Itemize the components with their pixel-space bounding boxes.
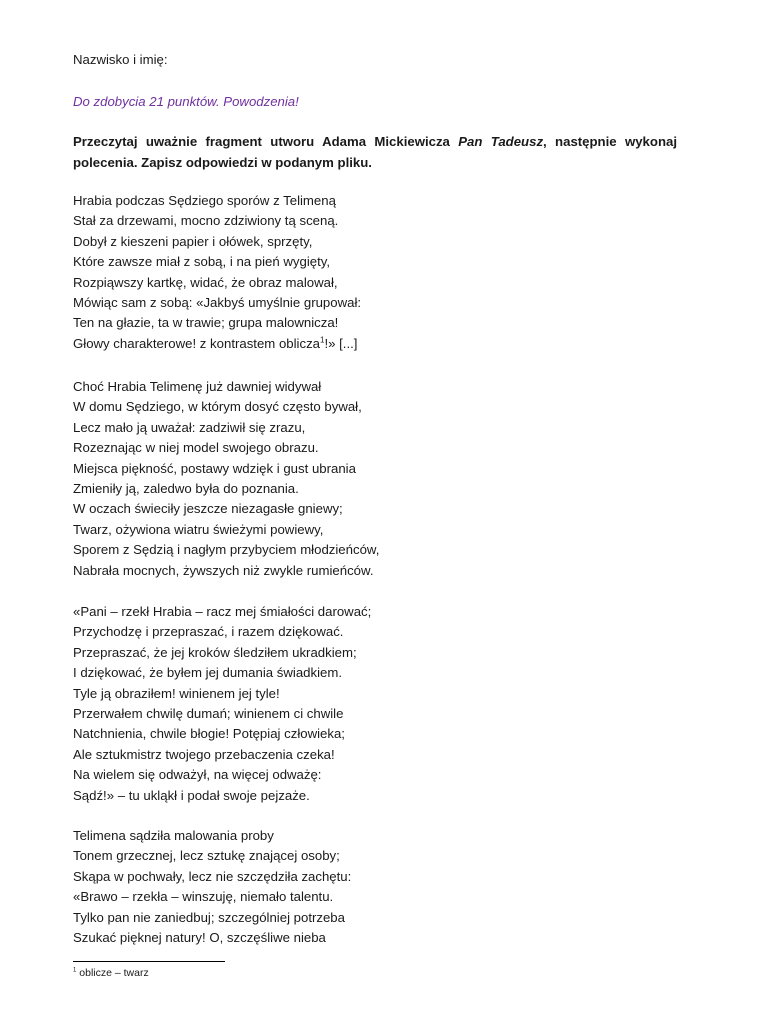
poem-line: Twarz, ożywiona wiatru świeżymi powiewy,: [73, 521, 324, 537]
poem-line: Szukać pięknej natury! O, szczęśliwe nieba: [73, 930, 326, 946]
poem-line: Natchnienia, chwile błogie! Potępiaj człowieka;: [73, 726, 345, 742]
poem-line: Które zawsze miał z sobą, i na pień wygięty,: [73, 254, 331, 270]
footnote-marker: 1: [320, 335, 325, 345]
poem-line: Rozeznając w niej model swojego obrazu.: [73, 440, 319, 456]
poem-stanza-1: [73, 191, 361, 354]
poem-line: Dobył z kieszeni papier i ołówek, sprzęty,: [73, 233, 313, 249]
poem-line-text: Głowy charakterowe! z kontrastem oblicza: [73, 335, 320, 351]
poem-line: W domu Sędziego, w którym dosyć często bywał,: [73, 399, 362, 415]
poem-line-with-footnote: [73, 334, 361, 354]
poem-line: Przerwałem chwilę dumań; winienem ci chwile: [73, 706, 344, 722]
poem-line: Telimena sądziła malowania proby: [73, 828, 274, 843]
poem-line: Mówiąc sam z sobą: «Jakbyś umyślnie grupował:: [73, 295, 362, 311]
poem-stanza-4: [73, 826, 351, 948]
poem-line: Tonem grzecznej, lecz sztukę znającej osoby;: [73, 848, 340, 864]
poem-line: Przychodzę i przepraszać, i razem dziękować.: [73, 624, 344, 640]
instruction-text-start: Przeczytaj uważnie fragment utworu Adama Mickiewicza: [73, 134, 459, 149]
footnote: [73, 966, 149, 980]
footnote-number: 1: [73, 967, 77, 974]
poem-line: Na wielem się odważył, na więcej odważę:: [73, 767, 322, 783]
poem-stanza-2: [73, 377, 379, 581]
poem-line: Sporem z Sędzią i nagłym przybyciem młodzieńców,: [73, 542, 380, 558]
poem-line: Choć Hrabia Telimenę już dawniej widywał: [73, 379, 322, 394]
instruction-paragraph: [73, 132, 677, 173]
footnote-separator: [73, 961, 225, 962]
poem-line: Lecz mało ją uważał: zadziwił się zrazu,: [73, 419, 306, 435]
footnote-text: oblicze – twarz: [76, 967, 149, 979]
instruction-text-end: , następnie wykonaj polecenia. Zapisz odpowiedzi w podanym pliku.: [73, 134, 677, 170]
poem-line: Ten na głazie, ta w trawie; grupa malownicza!: [73, 315, 339, 331]
poem-stanza-3: [73, 602, 371, 806]
poem-line: Rozpiąwszy kartkę, widać, że obraz malował,: [73, 274, 338, 290]
poem-line: Ale sztukmistrz twojego przebaczenia czeka!: [73, 746, 335, 762]
poem-line: Miejsca piękność, postawy wdzięk i gust ubrania: [73, 460, 356, 476]
name-label: Nazwisko i imię:: [73, 52, 168, 67]
poem-line: Hrabia podczas Sędziego sporów z Telimeną: [73, 193, 336, 208]
poem-line-suffix: !» [...]: [324, 335, 358, 351]
poem-line: I dziękować, że byłem jej dumania świadkiem.: [73, 665, 342, 681]
work-title: Pan Tadeusz: [458, 134, 544, 149]
poem-line: Stał za drzewami, mocno zdziwiony tą sceną.: [73, 213, 339, 229]
poem-line: Nabrała mocnych, żywszych niż zwykle rumieńców.: [73, 562, 374, 578]
poem-line: W oczach świeciły jeszcze niezagasłe gniewy;: [73, 501, 343, 517]
poem-line: Przepraszać, że jej kroków śledziłem ukradkiem;: [73, 644, 357, 660]
poem-line: «Pani – rzekł Hrabia – racz mej śmiałości darować;: [73, 604, 372, 619]
poem-line: «Brawo – rzekła – winszuję, niemało talentu.: [73, 889, 334, 905]
poem-line: Zmieniły ją, zaledwo była do poznania.: [73, 481, 299, 497]
poem-line: Sądź!» – tu ukląkł i podał swoje pejzaże.: [73, 787, 310, 803]
poem-line: Skąpa w pochwały, lecz nie szczędziła zachętu:: [73, 868, 352, 884]
points-note: Do zdobycia 21 punktów. Powodzenia!: [73, 94, 299, 109]
poem-line: Tylko pan nie zaniedbuj; szczególniej potrzeba: [73, 909, 345, 925]
poem-line: Tyle ją obraziłem! winienem jej tyle!: [73, 685, 280, 701]
